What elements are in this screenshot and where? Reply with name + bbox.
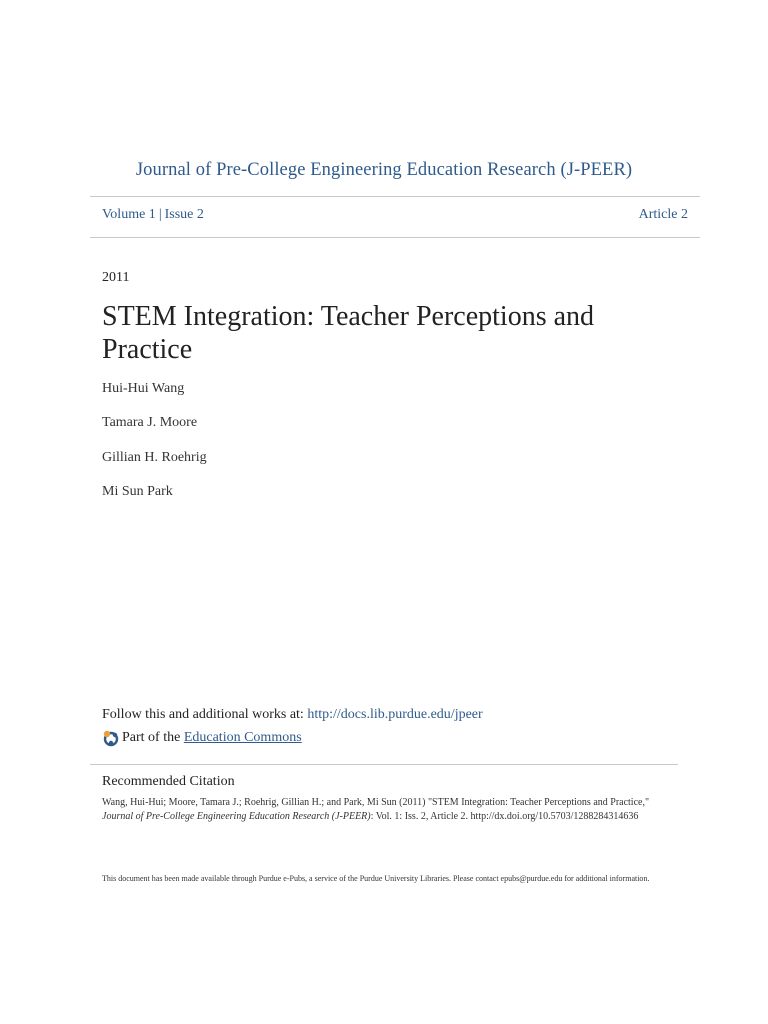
article-link[interactable]: Article 2 — [638, 207, 688, 222]
author: Hui-Hui Wang — [102, 381, 185, 396]
part-of-line — [102, 729, 302, 747]
citation-authors-title: Wang, Hui-Hui; Moore, Tamara J.; Roehrig, Gillian H.; and Park, Mi Sun (2011) "STEM Integration: Teacher Perceptions and Practice," — [102, 797, 650, 808]
citation-text — [102, 796, 662, 824]
volume-issue-separator: | — [158, 207, 162, 222]
publication-year: 2011 — [102, 270, 130, 285]
article-title: STEM Integration: Teacher Perceptions and Practice — [102, 301, 595, 365]
education-commons-link[interactable]: Education Commons — [183, 730, 302, 745]
citation-details: : Vol. 1: Iss. 2, Article 2. http://dx.doi.org/10.5703/1288284314636 — [370, 811, 639, 822]
divider-citation — [90, 764, 678, 765]
follow-prefix: Follow this and additional works at: — [102, 707, 308, 722]
journal-title[interactable]: Journal of Pre-College Engineering Education Research (J-PEER) — [135, 160, 633, 180]
volume-link[interactable]: Volume 1 — [102, 207, 156, 222]
part-of-prefix: Part of the — [122, 730, 181, 745]
author: Tamara J. Moore — [102, 415, 198, 430]
citation-heading: Recommended Citation — [102, 774, 235, 789]
divider-top — [90, 196, 700, 197]
footer-note: This document has been made available through Purdue e-Pubs, a service of the Purdue University Libraries. Please contact epubs@purdue.edu for additional information. — [102, 874, 650, 883]
follow-line — [102, 707, 483, 723]
divider-mid — [90, 237, 700, 238]
issue-link[interactable]: Issue 2 — [164, 207, 204, 222]
network-icon — [102, 729, 122, 747]
citation-journal: Journal of Pre-College Engineering Education Research (J-PEER) — [102, 811, 371, 822]
author: Gillian H. Roehrig — [102, 450, 207, 465]
author: Mi Sun Park — [102, 484, 173, 499]
follow-url-link[interactable]: http://docs.lib.purdue.edu/jpeer — [307, 707, 483, 722]
volume-issue — [102, 207, 204, 223]
